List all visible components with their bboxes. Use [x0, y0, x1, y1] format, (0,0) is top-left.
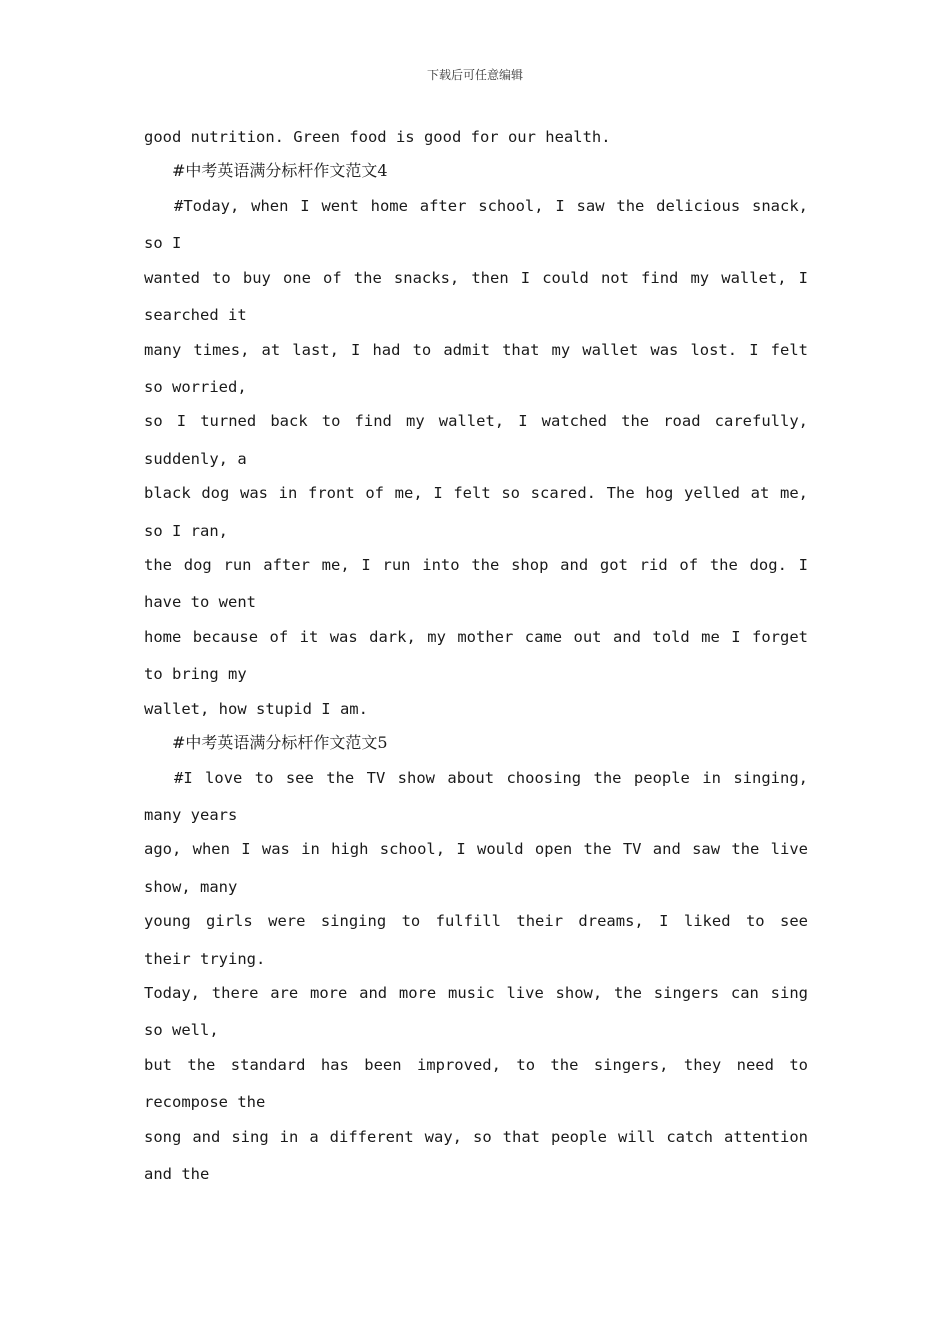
text-line: home because of it was dark, my mother came out and told me I forget — [144, 628, 808, 646]
text-line: but the standard has been improved, to the singers, they need to — [144, 1056, 808, 1074]
text-line: so I turned back to find my wallet, I watched the road carefully, — [144, 412, 808, 430]
text-line: so I — [144, 234, 182, 252]
essay-heading: #中考英语满分标杆作文范文5 — [172, 733, 388, 752]
text-line: so I ran, — [144, 522, 228, 540]
text-line: black dog was in front of me, I felt so scared. The hog yelled at me, — [144, 484, 808, 502]
essay-heading: #中考英语满分标杆作文范文4 — [172, 161, 388, 180]
text-line: #Today, when I went home after school, I saw the delicious snack, — [174, 197, 808, 215]
text-line: #I love to see the TV show about choosing the people in singing, — [174, 769, 808, 787]
text-line: the dog run after me, I run into the shop and got rid of the dog. I — [144, 556, 808, 574]
text-line: searched it — [144, 306, 247, 324]
text-line: show, many — [144, 878, 238, 896]
text-line: suddenly, a — [144, 450, 247, 468]
text-line: recompose the — [144, 1093, 266, 1111]
text-line: good nutrition. Green food is good for our health. — [144, 128, 611, 146]
text-line: have to went — [144, 593, 256, 611]
text-line: their trying. — [144, 950, 266, 968]
page-header: 下载后可任意编辑 — [426, 68, 523, 82]
text-line: wanted to buy one of the snacks, then I could not find my wallet, I — [144, 269, 808, 287]
text-line: many years — [144, 806, 238, 824]
text-line: so worried, — [144, 378, 247, 396]
text-line: and the — [144, 1165, 210, 1183]
text-line: ago, when I was in high school, I would open the TV and saw the live — [144, 840, 808, 858]
text-line: to bring my — [144, 665, 247, 683]
text-line: Today, there are more and more music live show, the singers can sing — [144, 984, 808, 1002]
text-line: so well, — [144, 1021, 219, 1039]
text-line: young girls were singing to fulfill their dreams, I liked to see — [144, 912, 808, 930]
text-line: song and sing in a different way, so that people will catch attention — [144, 1128, 808, 1146]
text-line: wallet, how stupid I am. — [144, 700, 368, 718]
text-line: many times, at last, I had to admit that my wallet was lost. I felt — [144, 341, 808, 359]
